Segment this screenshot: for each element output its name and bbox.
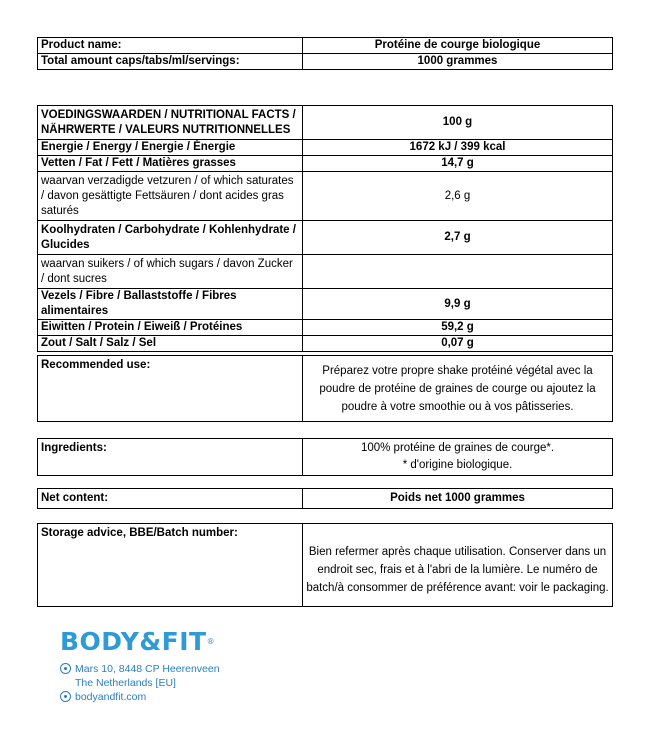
address-line1: Mars 10, 8448 CP Heerenveen [75, 663, 220, 675]
recommended-label: Recommended use: [38, 356, 303, 422]
saturates-value: 2,6 g [303, 172, 613, 221]
nutrition-header-line1: VOEDINGSWAARDEN / NUTRITIONAL FACTS / [41, 108, 296, 121]
energy-label: Energie / Energy / Energie / Énergie [38, 140, 303, 156]
sugars-label: waarvan suikers / of which sugars / davon Zucker / dont sucres [38, 255, 303, 289]
energy-value: 1672 kJ / 399 kcal [303, 140, 613, 156]
address-line2: The Netherlands [EU] [75, 677, 176, 689]
globe-icon [60, 691, 71, 702]
recommended-table [37, 355, 613, 422]
net-content-value: Poids net 1000 grammes [303, 489, 613, 509]
fibre-label: Vezels / Fibre / Ballaststoffe / Fibres alimentaires [38, 289, 303, 320]
sugars-value [303, 255, 613, 289]
total-amount-label: Total amount caps/tabs/ml/servings: [38, 54, 303, 70]
carbohydrate-value: 2,7 g [303, 221, 613, 255]
website-link[interactable]: bodyandfit.com [75, 691, 147, 703]
location-pin-icon [60, 663, 71, 674]
product-table [37, 37, 613, 70]
ingredients-table [37, 438, 613, 476]
brand-address [60, 662, 220, 704]
brand-logo-text: BODY&FIT [60, 627, 207, 656]
table-row [38, 255, 613, 289]
table-row [38, 320, 613, 336]
registered-mark: ® [206, 637, 216, 646]
protein-label: Eiwitten / Protein / Eiweiß / Protéines [38, 320, 303, 336]
fat-value: 14,7 g [303, 156, 613, 172]
storage-table [37, 523, 613, 607]
salt-label: Zout / Salt / Salz / Sel [38, 336, 303, 352]
nutrition-header-label [38, 106, 303, 140]
table-row [38, 289, 613, 320]
table-row [38, 221, 613, 255]
nutrition-header-line2: NÄHRWERTE / VALEURS NUTRITIONNELLES [41, 123, 291, 136]
ingredients-value [303, 439, 613, 476]
protein-value: 59,2 g [303, 320, 613, 336]
nutrition-header-value: 100 g [303, 106, 613, 140]
fat-label: Vetten / Fat / Fett / Matières grasses [38, 156, 303, 172]
ingredients-label: Ingredients: [38, 439, 303, 476]
brand-logo [60, 628, 220, 656]
saturates-label: waarvan verzadigde vetzuren / of which saturates / davon gesättigte Fettsäuren / dont acides gras saturés [38, 172, 303, 221]
table-row [38, 140, 613, 156]
table-row [38, 156, 613, 172]
salt-value: 0,07 g [303, 336, 613, 352]
carbohydrate-label: Koolhydraten / Carbohydrate / Kohlenhydrate / Glucides [38, 221, 303, 255]
table-row [38, 172, 613, 221]
net-content-table [37, 488, 613, 509]
ingredients-line1: 100% protéine de graines de courge*. [360, 442, 555, 454]
table-row [38, 336, 613, 352]
storage-value: Bien refermer après chaque utilisation. Conserver dans un endroit sec, frais et à l'abri de la lumière. Le numéro de batch/à consommer de préférence avant: voir le packaging. [303, 524, 613, 607]
total-amount-value: 1000 grammes [303, 54, 613, 70]
nutrition-table [37, 105, 613, 352]
fibre-value: 9,9 g [303, 289, 613, 320]
ingredients-line2: * d'origine biologique. [402, 459, 513, 471]
storage-label: Storage advice, BBE/Batch number: [38, 524, 303, 607]
product-name-label: Product name: [38, 38, 303, 54]
brand-block [60, 628, 220, 704]
recommended-value: Préparez votre propre shake protéiné végétal avec la poudre de protéine de graines de courge ou ajoutez la poudre à votre smoothie ou à vos pâtisseries. [303, 356, 613, 422]
net-content-label: Net content: [38, 489, 303, 509]
product-name-value: Protéine de courge biologique [303, 38, 613, 54]
